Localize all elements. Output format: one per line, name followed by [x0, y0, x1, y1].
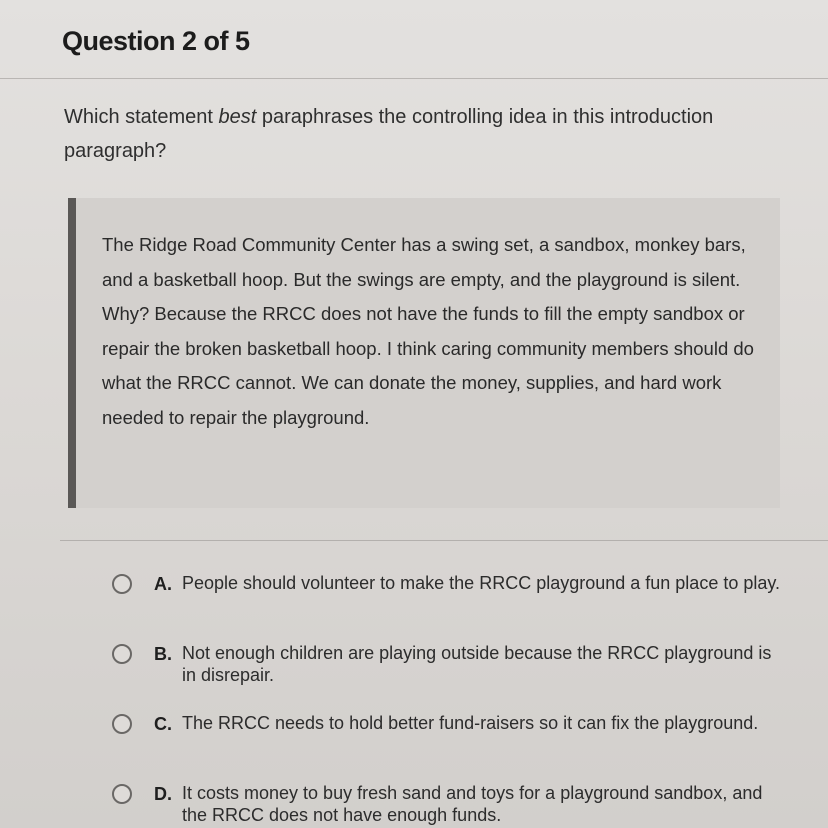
radio-button-d[interactable] — [112, 784, 132, 804]
option-text-b[interactable]: Not enough children are playing outside because the RRCC playground is in disrepair. — [182, 643, 772, 685]
radio-button-b[interactable] — [112, 644, 132, 664]
prompt-text-end: paraphrases the controlling idea in this introduction paragraph? — [64, 106, 714, 162]
passage-quote-bar — [68, 198, 76, 508]
prompt-emphasis: best — [218, 106, 257, 128]
option-letter-a: A. — [154, 574, 172, 594]
answer-option-b[interactable] — [110, 638, 810, 708]
question-counter: Question 2 of 5 — [62, 26, 250, 56]
answer-option-d[interactable] — [110, 778, 810, 828]
option-letter-c: C. — [154, 714, 172, 734]
radio-button-c[interactable] — [112, 714, 132, 734]
option-text-c[interactable]: The RRCC needs to hold better fund-raisers so it can fix the playground. — [182, 713, 759, 733]
answer-option-a[interactable] — [110, 568, 810, 638]
option-text-d[interactable]: It costs money to buy fresh sand and toys for a playground sandbox, and the RRCC does not have enough funds. — [182, 783, 763, 825]
section-divider — [60, 540, 828, 541]
quiz-header — [0, 0, 828, 79]
radio-button-a[interactable] — [112, 574, 132, 594]
answer-option-c[interactable] — [110, 708, 810, 778]
question-prompt — [64, 100, 784, 168]
answer-options — [110, 568, 810, 828]
passage-block — [68, 198, 780, 508]
option-text-a[interactable]: People should volunteer to make the RRCC playground a fun place to play. — [182, 573, 781, 593]
option-letter-d: D. — [154, 784, 172, 804]
prompt-text-start: Which statement — [64, 106, 219, 128]
option-letter-b: B. — [154, 644, 172, 664]
passage-text: The Ridge Road Community Center has a swing set, a sandbox, monkey bars, and a basketball hoop. But the swings are empty, and the playground is silent. Why? Because the RRCC does not have the funds to fill the empty sandbox or repair the broken basketball hoop. I think caring community members should do what the RRCC cannot. We can donate the money, supplies, and hard work needed to repair the playground. — [102, 234, 754, 428]
